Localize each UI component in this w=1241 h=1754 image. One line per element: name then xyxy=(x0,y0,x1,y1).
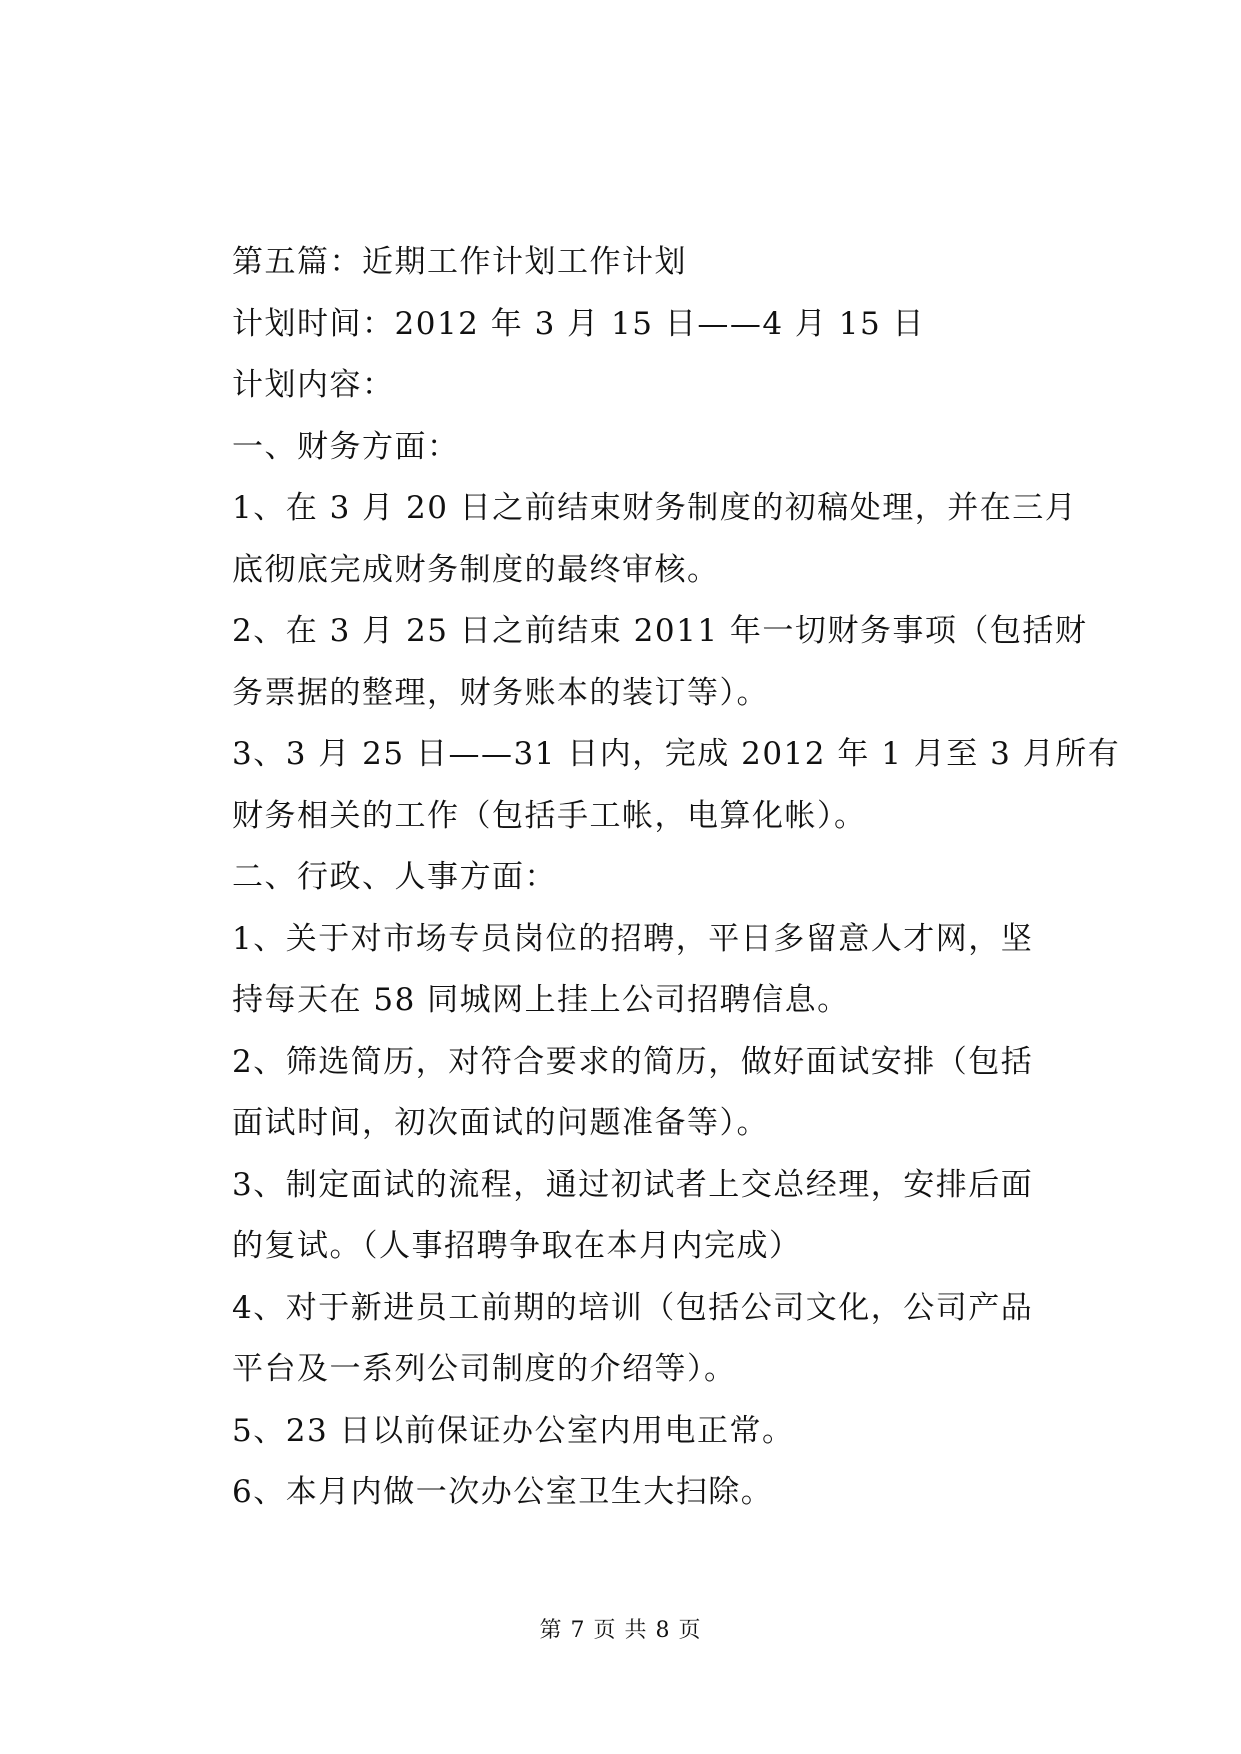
hr-item-3-line-2: 的复试。（人事招聘争取在本月内完成） xyxy=(232,1228,802,1264)
hr-item-2-line-2: 面试时间，初次面试的问题准备等）。 xyxy=(232,1105,769,1141)
section-title: 第五篇：近期工作计划工作计划 xyxy=(232,244,687,280)
plan-content-heading: 计划内容： xyxy=(232,367,395,403)
finance-item-3-line-2: 财务相关的工作（包括手工帐，电算化帐）。 xyxy=(232,797,867,834)
finance-item-1-line-1: 1、在 3 月 20 日之前结束财务制度的初稿处理，并在三月 xyxy=(232,490,1078,526)
hr-item-2-line-1: 2、筛选简历，对符合要求的简历，做好面试安排（包括 xyxy=(232,1043,1034,1080)
hr-item-4-line-1: 4、对于新进员工前期的培训（包括公司文化，公司产品 xyxy=(232,1289,1034,1326)
hr-item-6: 6、本月内做一次办公室卫生大扫除。 xyxy=(232,1474,774,1510)
hr-item-3-line-1: 3、制定面试的流程，通过初试者上交总经理，安排后面 xyxy=(232,1166,1034,1203)
hr-item-5: 5、23 日以前保证办公室内用电正常。 xyxy=(232,1412,795,1449)
hr-item-4-line-2: 平台及一系列公司制度的介绍等）。 xyxy=(232,1351,737,1387)
document-body xyxy=(232,232,1121,1524)
hr-item-1-line-1: 1、关于对市场专员岗位的招聘，平日多留意人才网，坚 xyxy=(232,920,1034,957)
finance-heading: 一、财务方面： xyxy=(232,428,460,465)
finance-item-1-line-2: 底彻底完成财务制度的最终审核。 xyxy=(232,551,720,588)
admin-hr-heading: 二、行政、人事方面： xyxy=(232,859,557,895)
finance-item-3-line-1: 3、3 月 25 日——31 日内，完成 2012 年 1 月至 3 月所有 xyxy=(232,736,1121,772)
finance-item-2-line-1: 2、在 3 月 25 日之前结束 2011 年一切财务事项（包括财 xyxy=(232,613,1088,649)
plan-time: 计划时间：2012 年 3 月 15 日——4 月 15 日 xyxy=(232,305,926,342)
page-number-footer: 第 7 页 共 8 页 xyxy=(539,1618,702,1643)
finance-item-2-line-2: 务票据的整理，财务账本的装订等）。 xyxy=(232,674,769,711)
hr-item-1-line-2: 持每天在 58 同城网上挂上公司招聘信息。 xyxy=(232,982,850,1018)
